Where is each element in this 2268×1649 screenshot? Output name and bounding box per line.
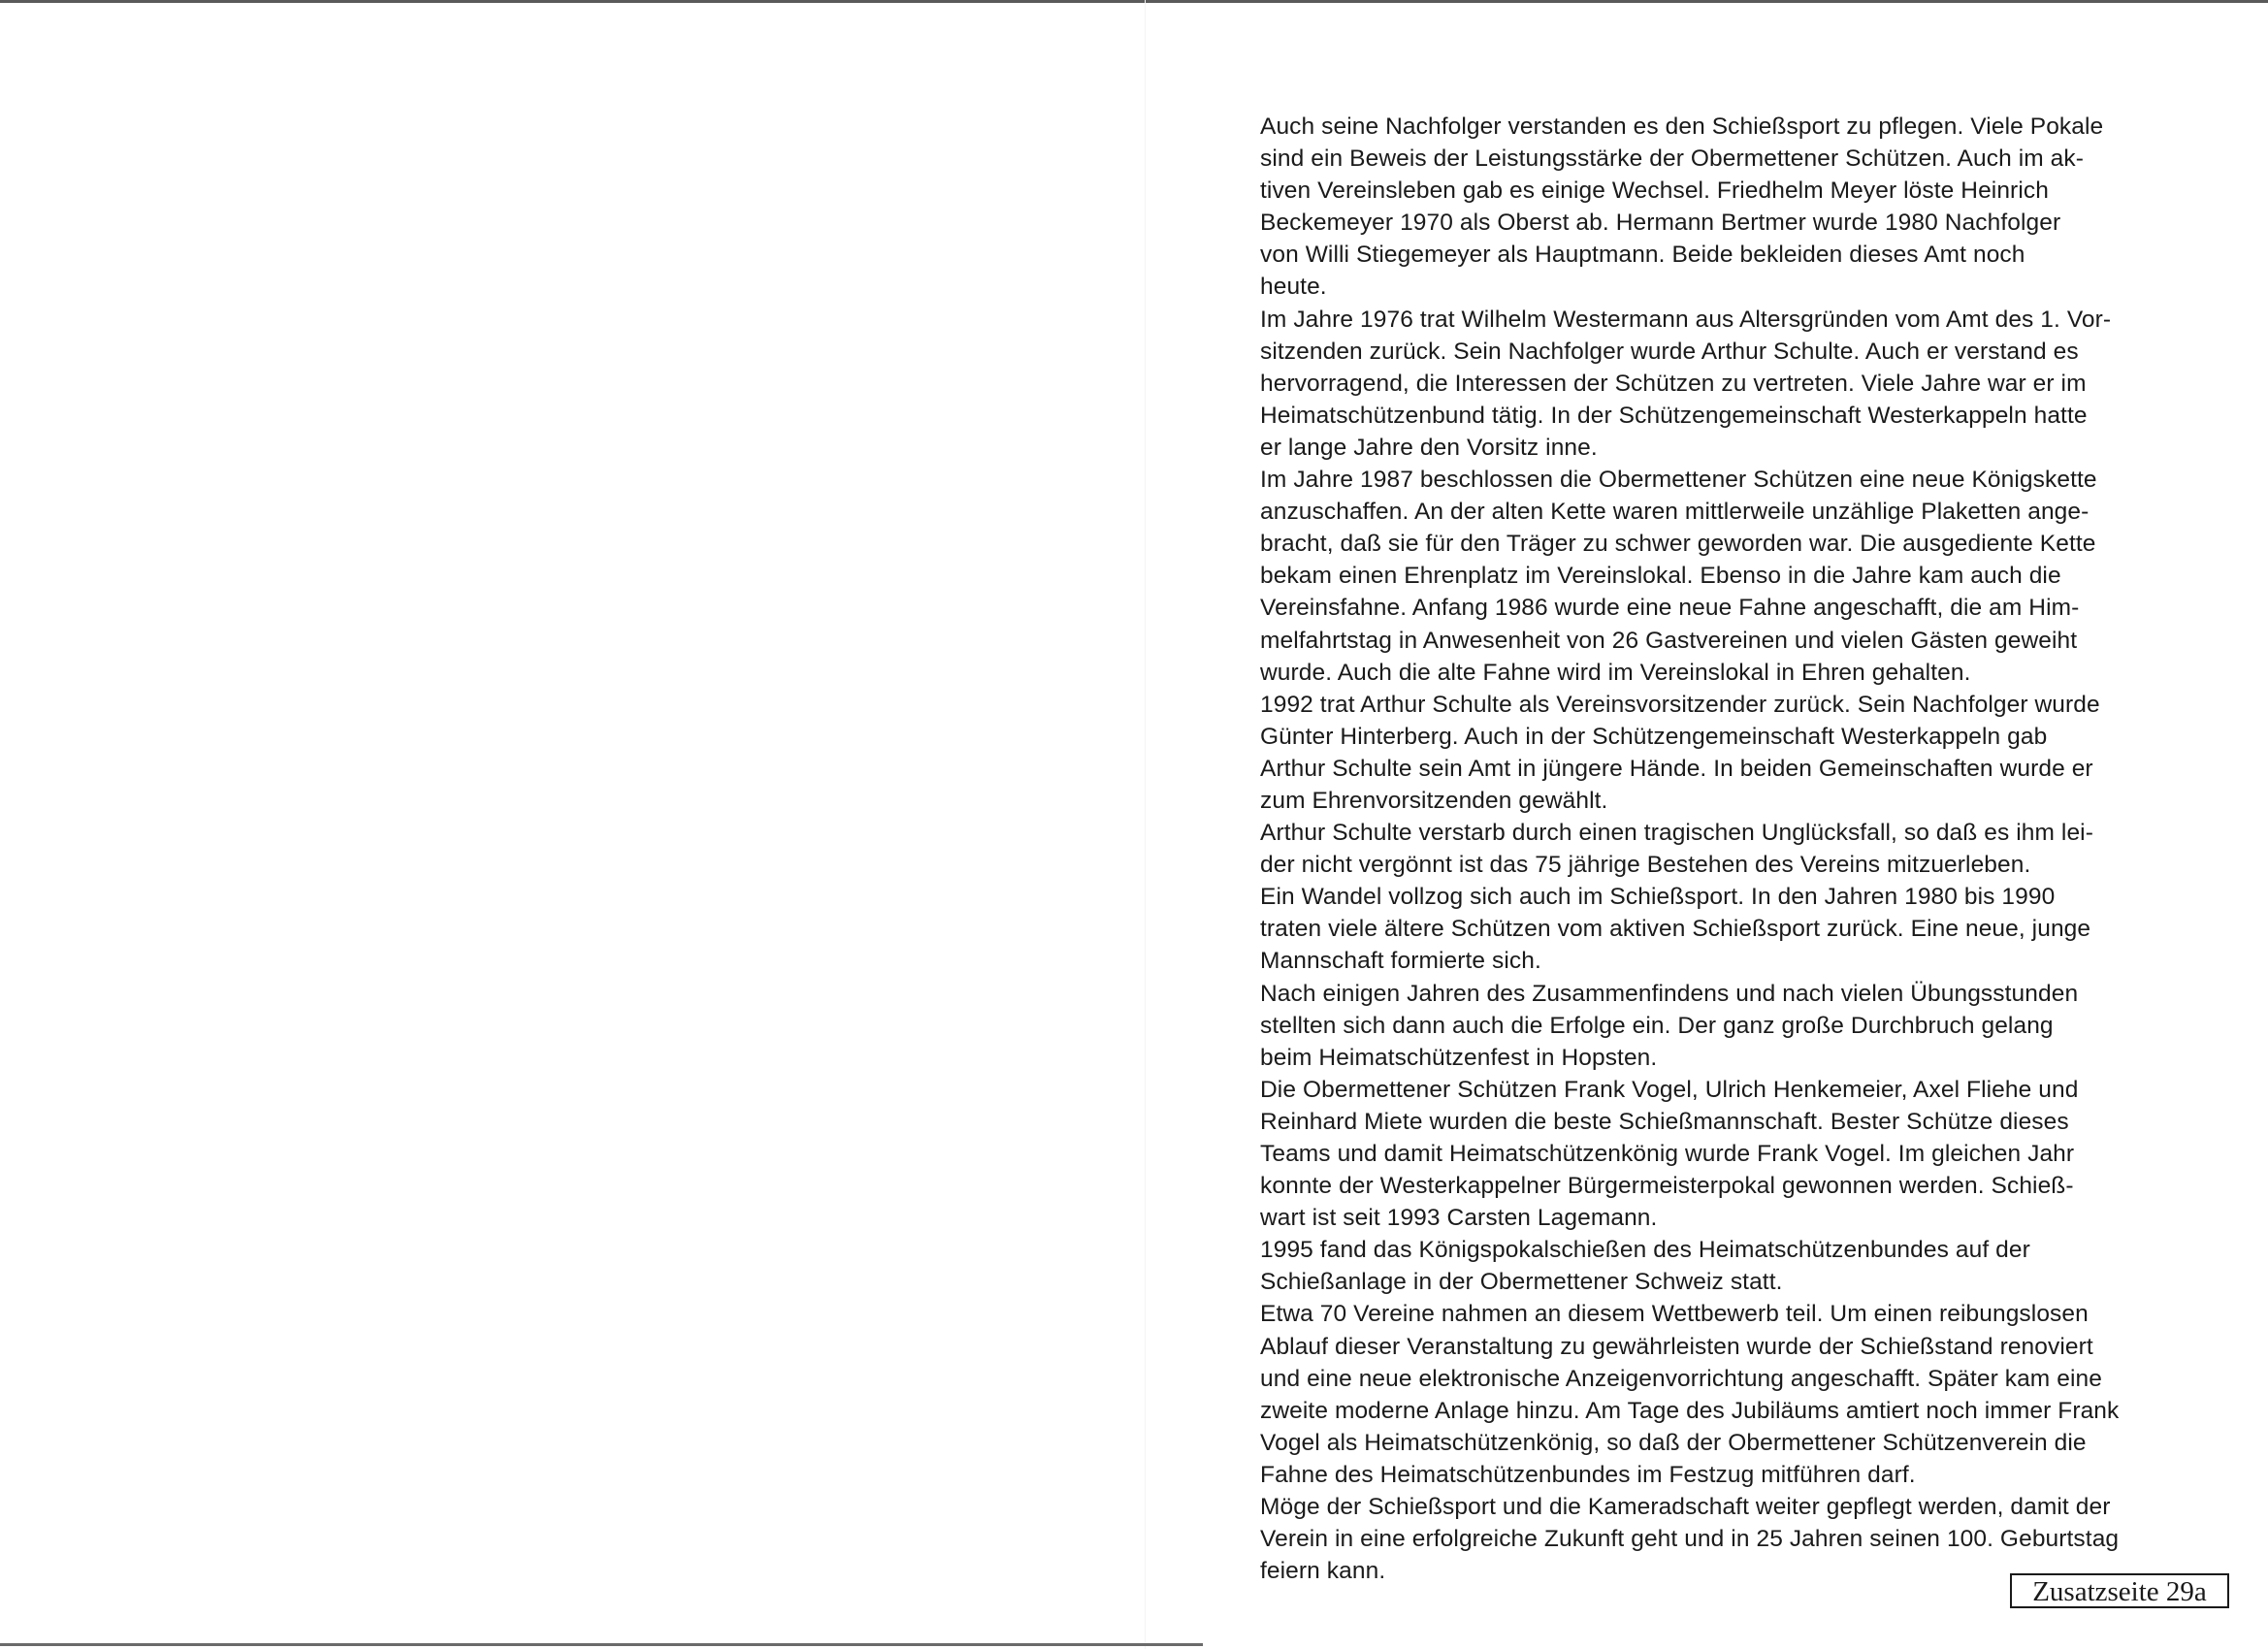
text-line: beim Heimatschützenfest in Hopsten. bbox=[1260, 1044, 1658, 1071]
text-line: melfahrtstag in Anwesenheit von 26 Gastvereinen und vielen Gästen geweiht bbox=[1260, 627, 2078, 654]
text-line: Im Jahre 1987 beschlossen die Obermettener Schützen eine neue Königskette bbox=[1260, 467, 2097, 494]
page-number-label: Zusatzseite 29a bbox=[2010, 1573, 2229, 1608]
text-line: Ablauf dieser Veranstaltung zu gewährleisten wurde der Schießstand renoviert bbox=[1260, 1333, 2093, 1360]
text-line: und eine neue elektronische Anzeigenvorrichtung angeschafft. Später kam eine bbox=[1260, 1365, 2102, 1392]
text-line: Vogel als Heimatschützenkönig, so daß der Obermettener Schützenverein die bbox=[1260, 1429, 2087, 1456]
text-line: stellten sich dann auch die Erfolge ein. Der ganz große Durchbruch gelang bbox=[1260, 1012, 2054, 1039]
text-line: Reinhard Miete wurden die beste Schießmannschaft. Bester Schütze dieses bbox=[1260, 1108, 2069, 1135]
text-line: Etwa 70 Vereine nahmen an diesem Wettbewerb teil. Um einen reibungslosen bbox=[1260, 1301, 2089, 1328]
text-line: feiern kann. bbox=[1260, 1558, 1386, 1585]
text-line: hervorragend, die Interessen der Schützen zu vertreten. Viele Jahre war er im bbox=[1260, 370, 2087, 397]
text-line: wart ist seit 1993 Carsten Lagemann. bbox=[1260, 1205, 1658, 1232]
text-line: zweite moderne Anlage hinzu. Am Tage des Jubiläums amtiert noch immer Frank bbox=[1260, 1397, 2120, 1424]
text-line: sind ein Beweis der Leistungsstärke der Obermettener Schützen. Auch im ak- bbox=[1260, 146, 2084, 173]
text-line: Ein Wandel vollzog sich auch im Schießsport. In den Jahren 1980 bis 1990 bbox=[1260, 884, 2056, 911]
body-text bbox=[1260, 111, 2220, 1587]
text-line: 1992 trat Arthur Schulte als Vereinsvorsitzender zurück. Sein Nachfolger wurde bbox=[1260, 691, 2100, 718]
text-line: Im Jahre 1976 trat Wilhelm Westermann aus Altersgründen vom Amt des 1. Vor- bbox=[1260, 306, 2112, 333]
text-line: tiven Vereinsleben gab es einige Wechsel. Friedhelm Meyer löste Heinrich bbox=[1260, 178, 2049, 205]
book-spine bbox=[1145, 0, 1146, 1649]
text-line: von Willi Stiegemeyer als Hauptmann. Beide bekleiden dieses Amt noch bbox=[1260, 242, 2025, 269]
text-line: der nicht vergönnt ist das 75 jährige Bestehen des Vereins mitzuerleben. bbox=[1260, 852, 2031, 879]
bottom-scan-edge bbox=[0, 1643, 1203, 1646]
text-line: Teams und damit Heimatschützenkönig wurde Frank Vogel. Im gleichen Jahr bbox=[1260, 1141, 2075, 1167]
top-scan-edge bbox=[0, 0, 2268, 3]
text-line: wurde. Auch die alte Fahne wird im Vereinslokal in Ehren gehalten. bbox=[1260, 659, 1971, 686]
text-line: Die Obermettener Schützen Frank Vogel, Ulrich Henkemeier, Axel Fliehe und bbox=[1260, 1076, 2079, 1103]
text-line: Arthur Schulte sein Amt in jüngere Hände. In beiden Gemeinschaften wurde er bbox=[1260, 755, 2093, 782]
text-line: sitzenden zurück. Sein Nachfolger wurde Arthur Schulte. Auch er verstand es bbox=[1260, 338, 2079, 365]
text-line: er lange Jahre den Vorsitz inne. bbox=[1260, 434, 1598, 461]
text-line: Vereinsfahne. Anfang 1986 wurde eine neue Fahne angeschafft, die am Him- bbox=[1260, 595, 2080, 622]
text-line: Mannschaft formierte sich. bbox=[1260, 948, 1541, 975]
text-line: anzuschaffen. An der alten Kette waren mittlerweile unzählige Plaketten ange- bbox=[1260, 499, 2090, 526]
text-line: konnte der Westerkappelner Bürgermeisterpokal gewonnen werden. Schieß- bbox=[1260, 1173, 2074, 1200]
text-line: Möge der Schießsport und die Kameradschaft weiter gepflegt werden, damit der bbox=[1260, 1494, 2111, 1521]
text-line: Arthur Schulte verstarb durch einen tragischen Unglücksfall, so daß es ihm lei- bbox=[1260, 820, 2093, 847]
text-line: Verein in eine erfolgreiche Zukunft geht und in 25 Jahren seinen 100. Geburtstag bbox=[1260, 1526, 2120, 1553]
text-line: traten viele ältere Schützen vom aktiven Schießsport zurück. Eine neue, junge bbox=[1260, 916, 2091, 943]
text-line: Auch seine Nachfolger verstanden es den Schießsport zu pflegen. Viele Pokale bbox=[1260, 113, 2104, 140]
text-line: Fahne des Heimatschützenbundes im Festzug mitführen darf. bbox=[1260, 1461, 1916, 1488]
text-line: Günter Hinterberg. Auch in der Schützengemeinschaft Westerkappeln gab bbox=[1260, 723, 2048, 750]
text-line: bekam einen Ehrenplatz im Vereinslokal. Ebenso in die Jahre kam auch die bbox=[1260, 563, 2061, 590]
text-line: bracht, daß sie für den Träger zu schwer geworden war. Die ausgediente Kette bbox=[1260, 531, 2096, 558]
text-line: 1995 fand das Königspokalschießen des Heimatschützenbundes auf der bbox=[1260, 1237, 2030, 1264]
text-line: Heimatschützenbund tätig. In der Schützengemeinschaft Westerkappeln hatte bbox=[1260, 402, 2088, 429]
text-line: Beckemeyer 1970 als Oberst ab. Hermann Bertmer wurde 1980 Nachfolger bbox=[1260, 210, 2061, 237]
text-line: zum Ehrenvorsitzenden gewählt. bbox=[1260, 787, 1608, 814]
text-line: Nach einigen Jahren des Zusammenfindens und nach vielen Übungsstunden bbox=[1260, 980, 2079, 1007]
text-line: heute. bbox=[1260, 274, 1327, 301]
text-line: Schießanlage in der Obermettener Schweiz statt. bbox=[1260, 1269, 1783, 1296]
